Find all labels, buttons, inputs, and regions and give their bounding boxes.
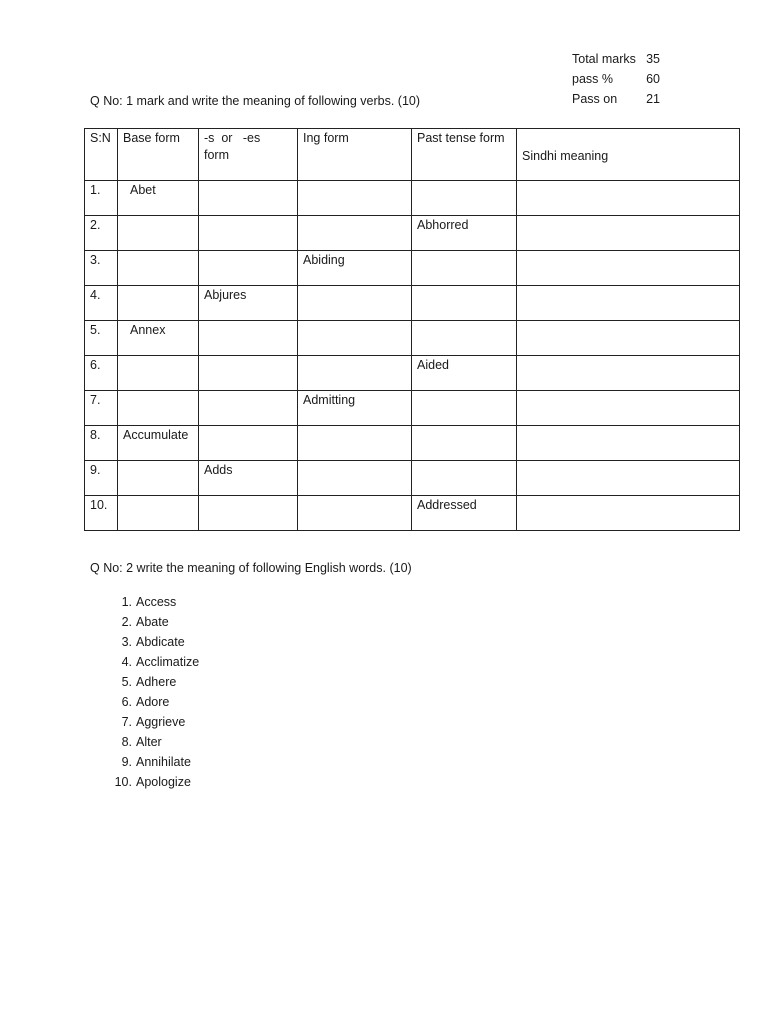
cell-ing-form: Abiding <box>298 251 412 286</box>
list-item <box>110 592 199 612</box>
list-item-word: Abate <box>136 615 169 629</box>
list-item-word: Aggrieve <box>136 715 186 729</box>
cell-ing-form <box>298 426 412 461</box>
cell-s-es-form <box>199 426 298 461</box>
header-base-form: Base form <box>118 129 199 181</box>
list-item-number: 8. <box>121 735 132 749</box>
list-item-word: Adore <box>136 695 170 709</box>
list-item-number: 5. <box>121 675 132 689</box>
list-item-number: 9. <box>121 755 132 769</box>
list-item <box>110 752 199 772</box>
pass-percent-row <box>572 69 672 89</box>
cell-sn: 2. <box>85 216 118 251</box>
list-item-word: Access <box>136 595 177 609</box>
cell-past-tense-form: Aided <box>412 356 517 391</box>
cell-base-form <box>118 286 199 321</box>
cell-base-form: Annex <box>118 321 199 356</box>
table-row <box>85 251 740 286</box>
table-row <box>85 391 740 426</box>
table-header-row <box>85 129 740 181</box>
cell-base-form <box>118 251 199 286</box>
cell-base-form <box>118 461 199 496</box>
list-item-number: 3. <box>121 635 132 649</box>
header-ing-form: Ing form <box>298 129 412 181</box>
list-item <box>110 612 199 632</box>
cell-base-form: Accumulate <box>118 426 199 461</box>
header-past-tense-form: Past tense form <box>412 129 517 181</box>
cell-sn: 10. <box>85 496 118 531</box>
list-item-word: Apologize <box>136 775 191 789</box>
cell-past-tense-form <box>412 181 517 216</box>
table-row <box>85 181 740 216</box>
cell-sn: 4. <box>85 286 118 321</box>
cell-sn: 7. <box>85 391 118 426</box>
cell-sn: 1. <box>85 181 118 216</box>
header-s-es-form <box>199 129 298 181</box>
cell-ing-form <box>298 461 412 496</box>
list-item-number: 7. <box>121 715 132 729</box>
cell-sn: 8. <box>85 426 118 461</box>
cell-base-form <box>118 216 199 251</box>
cell-sn: 6. <box>85 356 118 391</box>
pass-on-row <box>572 89 672 109</box>
header-sindhi-label: Sindhi meaning <box>522 149 609 163</box>
cell-sindhi-meaning <box>517 251 740 286</box>
verbs-table <box>84 128 740 531</box>
list-item-number: 4. <box>121 655 132 669</box>
list-item <box>110 692 199 712</box>
list-item-word: Alter <box>136 735 162 749</box>
cell-past-tense-form: Abhorred <box>412 216 517 251</box>
header-sn: S:N <box>85 129 118 181</box>
cell-ing-form <box>298 216 412 251</box>
cell-sindhi-meaning <box>517 286 740 321</box>
cell-s-es-form <box>199 496 298 531</box>
cell-ing-form: Admitting <box>298 391 412 426</box>
cell-sindhi-meaning <box>517 391 740 426</box>
table-row <box>85 286 740 321</box>
cell-sn: 9. <box>85 461 118 496</box>
cell-base-form <box>118 391 199 426</box>
cell-s-es-form <box>199 321 298 356</box>
cell-s-es-form <box>199 181 298 216</box>
cell-s-es-form: Adds <box>199 461 298 496</box>
cell-past-tense-form <box>412 251 517 286</box>
cell-ing-form <box>298 321 412 356</box>
cell-base-form <box>118 496 199 531</box>
cell-ing-form <box>298 356 412 391</box>
header-sindhi-meaning <box>517 129 740 181</box>
table-row <box>85 321 740 356</box>
list-item-word: Adhere <box>136 675 177 689</box>
cell-past-tense-form: Addressed <box>412 496 517 531</box>
cell-s-es-form <box>199 391 298 426</box>
cell-past-tense-form <box>412 426 517 461</box>
table-row <box>85 426 740 461</box>
verbs-table-body <box>85 181 740 531</box>
cell-past-tense-form <box>412 391 517 426</box>
cell-sindhi-meaning <box>517 216 740 251</box>
cell-sindhi-meaning <box>517 426 740 461</box>
list-item-word: Acclimatize <box>136 655 200 669</box>
cell-ing-form <box>298 181 412 216</box>
cell-ing-form <box>298 286 412 321</box>
cell-s-es-form <box>199 356 298 391</box>
list-item <box>110 652 199 672</box>
cell-base-form: Abet <box>118 181 199 216</box>
pass-on-label: Pass on <box>572 92 618 106</box>
cell-sindhi-meaning <box>517 181 740 216</box>
total-marks-label: Total marks <box>572 52 636 66</box>
table-row <box>85 461 740 496</box>
cell-sn: 5. <box>85 321 118 356</box>
list-item-word: Abdicate <box>136 635 185 649</box>
cell-ing-form <box>298 496 412 531</box>
english-words-list <box>110 592 199 792</box>
cell-s-es-form <box>199 216 298 251</box>
cell-base-form <box>118 356 199 391</box>
list-item-number: 6. <box>121 695 132 709</box>
list-item <box>110 672 199 692</box>
list-item <box>110 712 199 732</box>
cell-sindhi-meaning <box>517 461 740 496</box>
question-2-title: Q No: 2 write the meaning of following English words. (10) <box>90 561 412 575</box>
list-item-word: Annihilate <box>136 755 191 769</box>
total-marks-row <box>572 49 672 69</box>
list-item <box>110 772 199 792</box>
cell-sn: 3. <box>85 251 118 286</box>
cell-past-tense-form <box>412 286 517 321</box>
table-row <box>85 216 740 251</box>
table-row <box>85 356 740 391</box>
header-s-es-line1: -s or -es <box>204 131 261 145</box>
cell-past-tense-form <box>412 321 517 356</box>
cell-s-es-form: Abjures <box>199 286 298 321</box>
list-item-number: 10. <box>114 775 132 789</box>
list-item <box>110 632 199 652</box>
header-s-es-line2: form <box>204 148 229 162</box>
table-row <box>85 496 740 531</box>
pass-on-value: 21 <box>646 92 660 106</box>
cell-sindhi-meaning <box>517 356 740 391</box>
cell-sindhi-meaning <box>517 496 740 531</box>
list-item-number: 2. <box>121 615 132 629</box>
pass-percent-label: pass % <box>572 72 613 86</box>
cell-past-tense-form <box>412 461 517 496</box>
list-item <box>110 732 199 752</box>
list-item-number: 1. <box>121 595 132 609</box>
question-1-title: Q No: 1 mark and write the meaning of following verbs. (10) <box>90 94 421 108</box>
pass-percent-value: 60 <box>646 72 660 86</box>
cell-sindhi-meaning <box>517 321 740 356</box>
total-marks-value: 35 <box>646 52 660 66</box>
marks-summary <box>572 49 672 109</box>
cell-s-es-form <box>199 251 298 286</box>
